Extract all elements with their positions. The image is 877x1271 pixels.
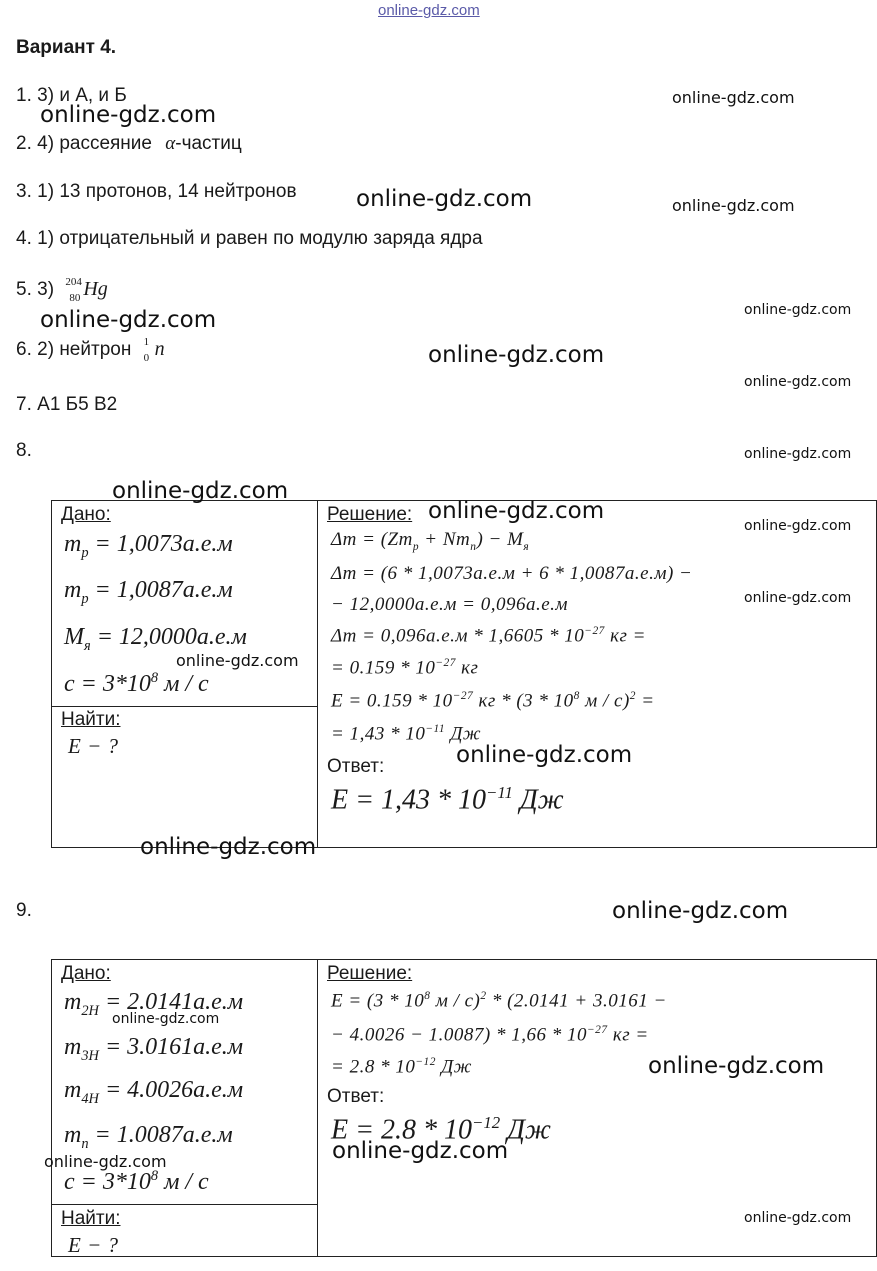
- charge-number: 0: [143, 352, 150, 364]
- solution-line: $E = (3 * 10^8$ м / с)$^2$ * (2.0141 + 3.0161 −: [331, 990, 667, 1012]
- divider: [51, 706, 318, 707]
- charge-number: 80: [69, 292, 81, 304]
- answer-3: [16, 181, 297, 203]
- find-label: Найти:: [61, 709, 121, 730]
- answer-4: [16, 228, 483, 250]
- answer-text: 3) и А, и Б: [37, 85, 127, 106]
- answer-number: 7.: [16, 394, 32, 415]
- solution-label: Решение:: [327, 504, 413, 525]
- solution-line: − $4.0026 - 1.0087) * 1,66 * 10^{-27}$ кг =: [331, 1024, 649, 1046]
- element-symbol: n: [154, 338, 165, 361]
- watermark: online-gdz.com: [40, 102, 217, 128]
- divider: [51, 1204, 318, 1205]
- watermark: online-gdz.com: [672, 196, 795, 215]
- answer-text: 2) нейтрон: [37, 339, 132, 361]
- answer-text: 3): [37, 279, 55, 301]
- solution-line: = $1,43 * 10^{-11}$ Дж: [331, 723, 482, 745]
- watermark: online-gdz.com: [744, 302, 852, 318]
- answer-label: Ответ:: [327, 1086, 385, 1107]
- watermark: online-gdz.com: [44, 1152, 167, 1171]
- mass-number: 1: [143, 336, 150, 348]
- answer-5: [16, 278, 108, 302]
- solution-line: $E = 0.159 * 10^{-27}$ кг * ($3 * 10^8$ м / с)$^2$ =: [331, 690, 655, 712]
- given-line: $m_{3H} = 3.0161а.е.м$: [64, 1034, 244, 1064]
- watermark: online-gdz.com: [332, 1138, 509, 1164]
- divider: [317, 959, 318, 1257]
- given-line: $c = 3*10^8$ м / с: [64, 1168, 209, 1195]
- element-symbol: Hg: [83, 278, 108, 301]
- answer-7: [16, 394, 117, 416]
- answer-number: 6.: [16, 339, 32, 361]
- answer-number: 2.: [16, 133, 32, 154]
- alpha-symbol: α: [165, 133, 176, 154]
- given-line: $m_n = 1.0087а.е.м$: [64, 1122, 233, 1152]
- solution-line: = $0.159 * 10^{-27}$ кг: [331, 657, 479, 679]
- watermark: online-gdz.com: [744, 1210, 852, 1226]
- given-line: $m_p = 1,0073а.е.м$: [64, 531, 233, 561]
- task-9-number: 9.: [16, 900, 32, 921]
- given-line: $m_{4H} = 4.0026а.е.м$: [64, 1077, 244, 1107]
- answer-2: [16, 133, 242, 155]
- final-answer: $E = 1,43 * 10^{-11}$ Дж: [331, 783, 564, 816]
- variant-title: Вариант 4.: [16, 37, 117, 58]
- solution-label: Решение:: [327, 963, 413, 984]
- find-value: E − ?: [68, 734, 119, 758]
- mass-number: 204: [65, 276, 82, 288]
- divider: [317, 500, 318, 848]
- answer-text: 4) рассеяние: [37, 133, 152, 154]
- watermark: online-gdz.com: [744, 590, 852, 606]
- answer-text: 1) 13 протонов, 14 нейтронов: [37, 181, 297, 202]
- watermark: online-gdz.com: [672, 88, 795, 107]
- solution-line: Δm = (6 * 1,0073а.е.м + 6 * 1,0087а.е.м) −: [331, 563, 693, 584]
- watermark-top: online-gdz.com: [378, 2, 480, 19]
- solution-line: − 12,0000а.е.м = 0,096а.е.м: [331, 594, 569, 615]
- given-line: $c = 3*10^8$ м / с: [64, 670, 209, 697]
- find-label: Найти:: [61, 1208, 121, 1229]
- task-8-number: 8.: [16, 440, 32, 461]
- answer-number: 4.: [16, 228, 32, 249]
- answer-number: 5.: [16, 279, 32, 301]
- answer-text-suffix: -частиц: [175, 133, 242, 154]
- given-line: $M_я = 12,0000а.е.м$: [64, 624, 247, 654]
- watermark: online-gdz.com: [648, 1053, 825, 1079]
- watermark: online-gdz.com: [40, 307, 217, 333]
- watermark: online-gdz.com: [428, 342, 605, 368]
- watermark: online-gdz.com: [612, 898, 789, 924]
- solution-line: = $2.8 * 10^{-12}$ Дж: [331, 1056, 472, 1078]
- given-label: Дано:: [61, 963, 111, 984]
- answer-text: А1 Б5 В2: [37, 394, 118, 415]
- find-value: E − ?: [68, 1233, 119, 1257]
- watermark: online-gdz.com: [428, 498, 605, 524]
- watermark: online-gdz.com: [112, 1011, 220, 1027]
- watermark: online-gdz.com: [112, 478, 289, 504]
- watermark: online-gdz.com: [744, 374, 852, 390]
- answer-number: 1.: [16, 85, 32, 106]
- answer-text: 1) отрицательный и равен по модулю заряда ядра: [37, 228, 483, 249]
- given-line: $m_{2H} = 2.0141а.е.м$: [64, 989, 244, 1019]
- watermark: online-gdz.com: [744, 446, 852, 462]
- watermark: online-gdz.com: [356, 186, 533, 212]
- solution-line: $\Delta m = 0,096а.е.м * 1,6605 * 10^{-27}$ кг =: [331, 625, 646, 647]
- isotope-notation: [143, 338, 155, 362]
- answer-6: [16, 338, 165, 362]
- watermark: online-gdz.com: [176, 651, 299, 670]
- watermark: online-gdz.com: [744, 518, 852, 534]
- given-line: $m_p = 1,0087а.е.м$: [64, 577, 233, 607]
- given-label: Дано:: [61, 504, 111, 525]
- answer-label: Ответ:: [327, 756, 385, 777]
- watermark: online-gdz.com: [456, 742, 633, 768]
- isotope-notation: [65, 278, 85, 302]
- solution-line: $\Delta m = (Zm_p + Nm_n) - M_я$: [331, 529, 530, 553]
- watermark: online-gdz.com: [140, 834, 317, 860]
- final-answer: $E = 2.8 * 10^{-12}$ Дж: [331, 1113, 551, 1146]
- answer-number: 3.: [16, 181, 32, 202]
